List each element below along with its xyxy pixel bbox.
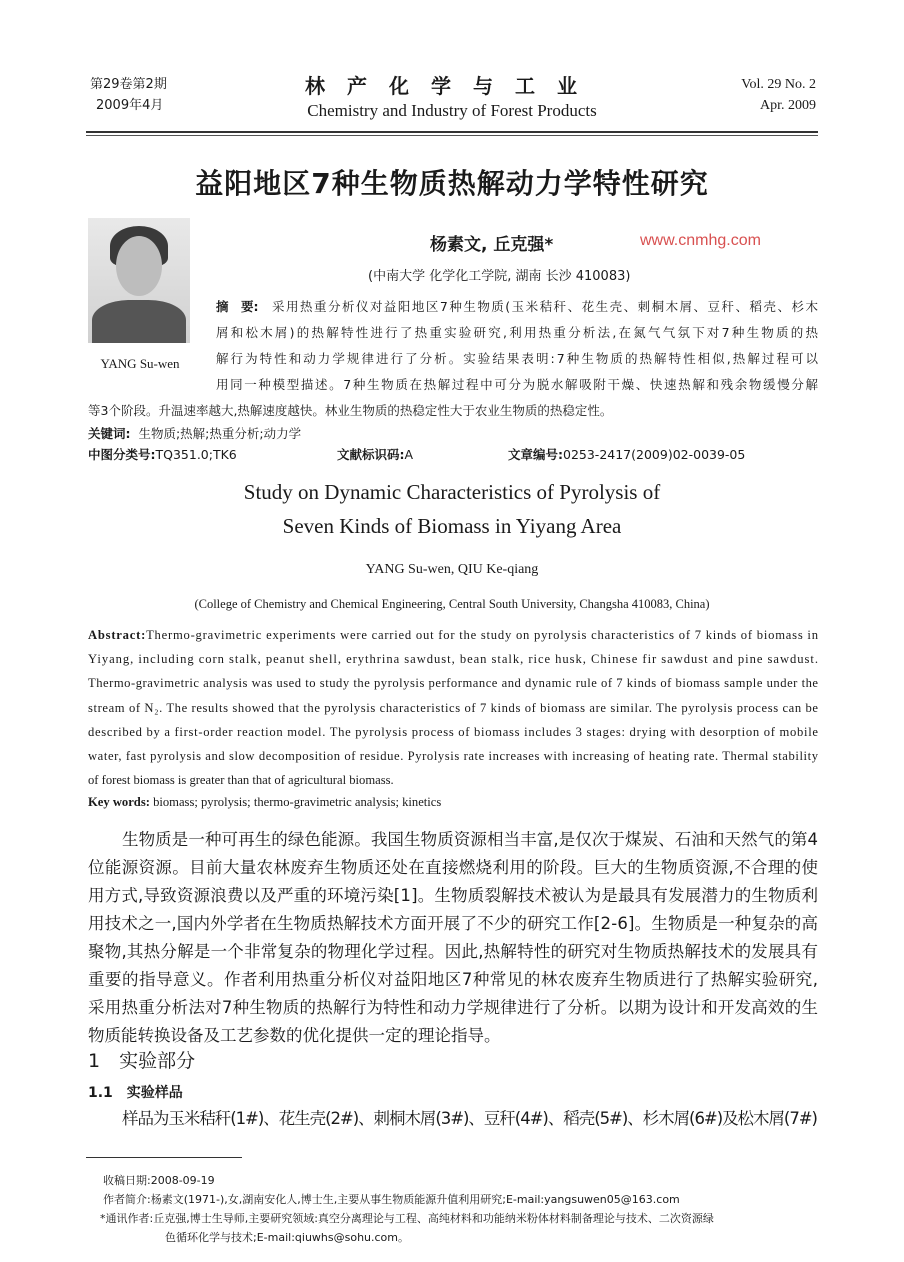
abstract-cn-line: 采用热重分析仪对益阳地区7种生物质(玉米秸秆、花生壳、刺桐木屑、豆秆、稻壳、杉木: [272, 299, 820, 314]
journal-title-cn: 林产化学与工业: [305, 74, 599, 98]
section-heading: 1 实验部分: [88, 1050, 196, 1072]
body-line: 重要的指导意义。作者利用热重分析仪对益阳地区7种常见的林农废弃生物质进行了热解实验研究,: [88, 970, 819, 989]
paper-title-en-2: Seven Kinds of Biomass in Yiyang Area: [282, 514, 622, 538]
classification: [88, 445, 237, 463]
doc-code-label: 文献标识码:: [337, 447, 405, 462]
watermark: www.cnmhg.com: [640, 232, 761, 249]
photo-caption: YANG Su-wen: [100, 356, 180, 371]
journal-title-en: Chemistry and Industry of Forest Products: [307, 101, 597, 120]
body-line: 样品为玉米秸秆(1#)、花生壳(2#)、刺桐木屑(3#)、豆秆(4#)、稻壳(5#)、杉木屑(6#)及松木屑(7#): [122, 1109, 817, 1128]
header-rule: [86, 131, 818, 133]
authors-cn: 杨素文, 丘克强*: [430, 235, 554, 255]
keywords-en: [88, 795, 441, 810]
date-cn: 2009年4月: [96, 98, 164, 113]
header-rule-thin: [86, 135, 818, 136]
affiliation-en: (College of Chemistry and Chemical Engineering, Central South University, Changsha 410083, China): [194, 597, 710, 611]
keywords-cn-label: 关键词:: [88, 426, 131, 441]
authors-en: YANG Su-wen, QIU Ke-qiang: [365, 562, 539, 577]
paper-title-en-1: Study on Dynamic Characteristics of Pyrolysis of: [243, 480, 661, 504]
footnote-corresponding: *通讯作者:丘克强,博士生导师,主要研究领域:真空分离理论与工程、高纯材料和功能纳米粉体材料制备理论与技术、二次资源绿: [100, 1212, 714, 1225]
keywords-en-label: Key words:: [88, 795, 150, 809]
abstract-cn-line: 屑和松木屑)的热解特性进行了热重实验研究,利用热重分析法,在氮气气氛下对7种生物质的热: [216, 325, 821, 340]
abstract-en-label: Abstract:: [88, 628, 147, 642]
volume-en: Vol. 29 No. 2: [741, 77, 816, 92]
body-line: 聚物,其热分解是一个非常复杂的物理化学过程。因此,热解特性的研究对生物质热解技术的发展具有: [88, 942, 819, 961]
body-line: 位能源资源。目前大量农林废弃生物质还处在直接燃烧利用的阶段。巨大的生物质资源,不合理的使: [88, 858, 819, 877]
keywords-cn: [88, 424, 301, 442]
abstract-en-line: water, fast pyrolysis and slow decomposition of residue. Pyrolysis rate increases with increasing of heating rate. Thermal stability: [88, 749, 819, 763]
body-line: 生物质是一种可再生的绿色能源。我国生物质资源相当丰富,是仅次于煤炭、石油和天然气的第4: [122, 830, 819, 849]
abstract-cn-label: 摘 要:: [216, 299, 259, 314]
author-photo: [88, 218, 190, 343]
abstract-cn-line: 解行为特性和动力学规律进行了分析。实验结果表明:7种生物质的热解特性相似,热解过程可以: [216, 351, 821, 366]
body-line: 用技术之一,国内外学者在生物质热解技术方面开展了不少的研究工作[2-6]。生物质是一种复杂的高: [88, 914, 819, 933]
footnote-rule: [86, 1157, 242, 1158]
body-line: 物质能转换设备及工艺参数的优化提供一定的理论指导。: [88, 1026, 501, 1045]
classification-value: TQ351.0;TK6: [155, 447, 237, 462]
body-line: 采用热重分析法对7种生物质的热解行为特性和动力学规律进行了分析。以期为设计和开发高效的生: [88, 998, 819, 1017]
abstract-en-line: stream of N₂. The results showed that the pyrolysis characteristics of 7 kinds of biomass are similar. The pyrolysis process can be: [88, 701, 819, 715]
article-number-label: 文章编号:: [508, 447, 563, 462]
volume-cn: 第29卷第2期: [90, 77, 167, 92]
classification-label: 中图分类号:: [88, 447, 156, 462]
abstract-cn-line: 用同一种模型描述。7种生物质在热解过程中可分为脱水解吸附干燥、快速热解和残余物缓慢分解: [216, 377, 820, 392]
footnote-corresponding-cont: 色循环化学与技术;E-mail:qiuwhs@sohu.com。: [165, 1231, 410, 1244]
keywords-en-value: biomass; pyrolysis; thermo-gravimetric analysis; kinetics: [153, 795, 442, 809]
footnote-received: 收稿日期:2008-09-19: [103, 1174, 215, 1187]
doc-code: [337, 445, 413, 463]
abstract-en-line: Yiyang, including corn stalk, peanut shell, erythrina sawdust, bean stalk, rice husk, Chinese fir sawdust and pine sawdust.: [88, 652, 819, 666]
footnote-author-bio: 作者简介:杨素文(1971-),女,湖南安化人,博士生,主要从事生物质能源升值利用研究;E-mail:yangsuwen05@163.com: [103, 1193, 680, 1206]
abstract-en-text: Thermo-gravimetric experiments were carried out for the study on pyrolysis characteristics of 7 kinds of biomass in: [146, 628, 819, 642]
date-en: Apr. 2009: [760, 98, 816, 113]
paper-title-cn: 益阳地区7种生物质热解动力学特性研究: [195, 167, 709, 200]
doc-code-value: A: [404, 447, 414, 462]
abstract-en-line: Thermo-gravimetric analysis was used to study the pyrolysis performance and dynamic rule of 7 kinds of biomass sample under the: [88, 676, 819, 690]
abstract-cn-line: 等3个阶段。升温速率越大,热解速度越快。林业生物质的热稳定性大于农业生物质的热稳定性。: [88, 403, 613, 418]
keywords-cn-value: 生物质;热解;热重分析;动力学: [138, 426, 302, 441]
body-line: 用方式,导致资源浪费以及严重的环境污染[1]。生物质裂解技术被认为是最具有发展潜力的生物质利: [88, 886, 819, 905]
abstract-en-line: [88, 628, 818, 643]
affiliation-cn: (中南大学 化学化工学院, 湖南 长沙 410083): [368, 269, 631, 284]
issue-info-en: [741, 74, 816, 116]
subsection-heading: 1.1 实验样品: [88, 1085, 183, 1101]
abstract-en-line: described by a first-order reaction model. The pyrolysis process of biomass includes 3 stages: drying with desorption of mobile: [88, 725, 819, 739]
article-number: [508, 445, 745, 463]
article-number-value: 0253-2417(2009)02-0039-05: [563, 447, 746, 462]
abstract-en-line: of forest biomass is greater than that of agricultural biomass.: [88, 773, 394, 787]
